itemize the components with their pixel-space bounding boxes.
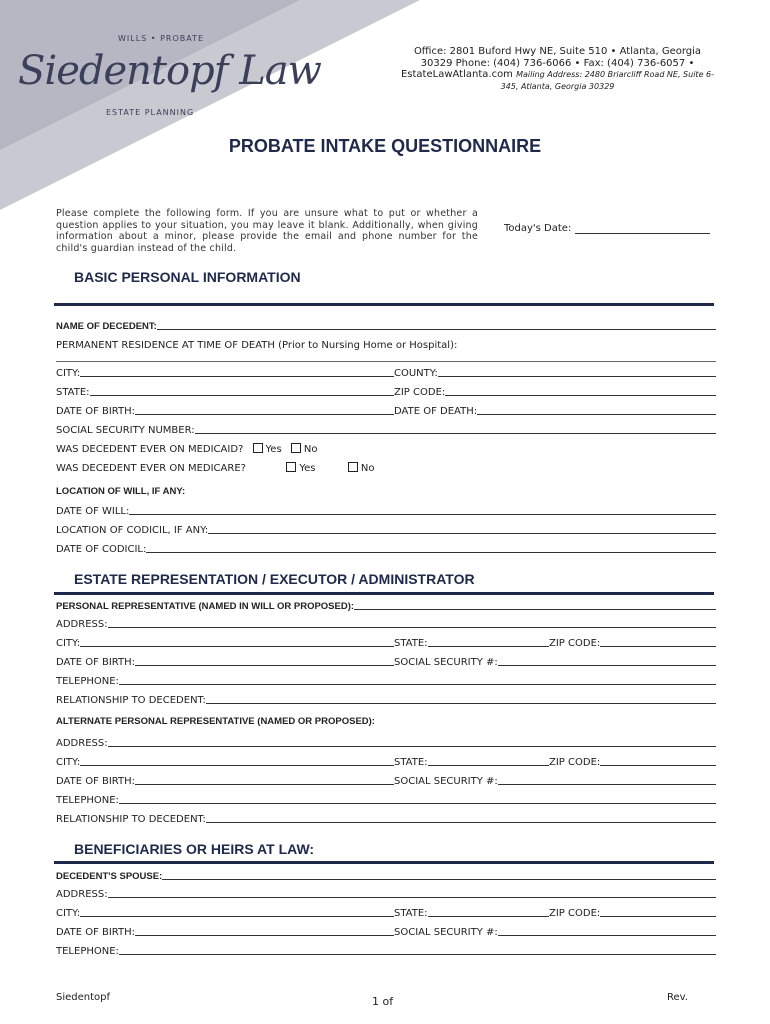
alt-telephone-label: TELEPHONE:	[56, 795, 119, 806]
ssn-label: SOCIAL SECURITY NUMBER:	[56, 425, 195, 436]
city-county-row[interactable]	[56, 365, 716, 379]
permanent-residence-label: PERMANENT RESIDENCE AT TIME OF DEATH (Prior to Nursing Home or Hospital):	[56, 340, 458, 351]
city-label: CITY:	[56, 368, 81, 379]
todays-date-label: Today's Date:	[504, 223, 572, 234]
spouse-city-label: CITY:	[56, 908, 81, 919]
logo-top-text: WILLS • PROBATE	[118, 34, 205, 43]
rep-telephone-field[interactable]	[56, 673, 716, 687]
logo-bottom-text: ESTATE PLANNING	[106, 108, 195, 117]
dob-label: DATE OF BIRTH:	[56, 406, 136, 417]
alt-city-state-zip-row[interactable]	[56, 754, 716, 768]
name-of-decedent-field[interactable]	[56, 318, 716, 332]
medicaid-yes-checkbox[interactable]	[253, 443, 263, 453]
rep-ssn-label: SOCIAL SECURITY #:	[394, 657, 498, 668]
medicare-label: WAS DECEDENT EVER ON MEDICARE?	[56, 463, 246, 474]
county-label: COUNTY:	[394, 368, 438, 379]
spouse-label: DECEDENT'S SPOUSE:	[56, 871, 163, 882]
medicaid-question	[56, 443, 317, 455]
location-codicil-field[interactable]	[56, 522, 716, 536]
spouse-telephone-field[interactable]	[56, 943, 716, 957]
spouse-city-state-zip-row[interactable]	[56, 905, 716, 919]
rep-address-label: ADDRESS:	[56, 619, 108, 630]
section-rule	[54, 592, 714, 595]
alt-zip-label: ZIP CODE:	[549, 757, 601, 768]
alt-ssn-label: SOCIAL SECURITY #:	[394, 776, 498, 787]
spouse-telephone-label: TELEPHONE:	[56, 946, 119, 957]
medicare-yes-checkbox[interactable]	[286, 462, 296, 472]
ssn-field[interactable]	[56, 422, 716, 436]
rep-relationship-label: RELATIONSHIP TO DECEDENT:	[56, 695, 206, 706]
name-of-decedent-label: NAME OF DECEDENT:	[56, 321, 157, 332]
medicaid-label: WAS DECEDENT EVER ON MEDICAID?	[56, 444, 244, 455]
rep-relationship-field[interactable]	[56, 692, 716, 706]
alt-telephone-field[interactable]	[56, 792, 716, 806]
spouse-address-label: ADDRESS:	[56, 889, 108, 900]
alt-relationship-field[interactable]	[56, 811, 716, 825]
section-estate-title: ESTATE REPRESENTATION / EXECUTOR / ADMINISTRATOR	[74, 571, 475, 587]
alt-dob-label: DATE OF BIRTH:	[56, 776, 136, 787]
section-basic-title: BASIC PERSONAL INFORMATION	[74, 269, 301, 285]
location-will-label: LOCATION OF WILL, IF ANY:	[56, 486, 186, 497]
rep-state-label: STATE:	[394, 638, 428, 649]
state-zip-row[interactable]	[56, 384, 716, 398]
alt-address-label: ADDRESS:	[56, 738, 108, 749]
alt-city-label: CITY:	[56, 757, 81, 768]
dod-label: DATE OF DEATH:	[394, 406, 478, 417]
medicare-question	[56, 462, 374, 474]
rep-city-label: CITY:	[56, 638, 81, 649]
rep-city-state-zip-row[interactable]	[56, 635, 716, 649]
rep-dob-label: DATE OF BIRTH:	[56, 657, 136, 668]
footer-left: Siedentopf	[56, 992, 111, 1003]
date-will-label: DATE OF WILL:	[56, 506, 130, 517]
section-beneficiaries-title: BENEFICIARIES OR HEIRS AT LAW:	[74, 841, 315, 857]
company-logo	[18, 30, 321, 130]
alt-address-field[interactable]	[56, 735, 716, 749]
zip-label: ZIP CODE:	[394, 387, 446, 398]
rep-address-field[interactable]	[56, 616, 716, 630]
date-codicil-label: DATE OF CODICIL:	[56, 544, 147, 555]
intro-text: Please complete the following form. If you are unsure what to put or whether a question applies to your situation, you may leave it blank. Additionally, when giving information about a minor, please provide the email and phone number for the child's guardian instead of the child.	[56, 208, 478, 254]
dob-dod-row[interactable]	[56, 403, 716, 417]
footer-revision: Rev.	[667, 992, 688, 1003]
spouse-dob-label: DATE OF BIRTH:	[56, 927, 136, 938]
page-number: 1 of	[372, 995, 394, 1008]
page-title: PROBATE INTAKE QUESTIONNAIRE	[228, 136, 542, 156]
medicaid-yes-label: Yes	[265, 444, 282, 455]
location-codicil-label: LOCATION OF CODICIL, IF ANY:	[56, 525, 209, 536]
state-label: STATE:	[56, 387, 90, 398]
rep-zip-label: ZIP CODE:	[549, 638, 601, 649]
rep-dob-ssn-row[interactable]	[56, 654, 716, 668]
spouse-zip-label: ZIP CODE:	[549, 908, 601, 919]
address-line-1: Office: 2801 Buford Hwy NE, Suite 510 • Atlanta, Georgia	[413, 46, 702, 57]
address-line-3: EstateLawAtlanta.com	[400, 69, 513, 80]
medicaid-no-checkbox[interactable]	[291, 443, 301, 453]
alt-state-label: STATE:	[394, 757, 428, 768]
mailing-address: Mailing Address: 2480 Briarcliff Road NE, Suite 6-345, Atlanta, Georgia 30329	[500, 70, 715, 91]
personal-rep-label: PERSONAL REPRESENTATIVE (NAMED IN WILL OR PROPOSED):	[56, 601, 355, 612]
todays-date-field[interactable]	[504, 223, 710, 234]
residence-line[interactable]	[56, 361, 716, 362]
alt-rep-label: ALTERNATE PERSONAL REPRESENTATIVE (NAMED OR PROPOSED):	[56, 716, 375, 727]
medicare-yes-label: Yes	[299, 463, 316, 474]
spouse-state-label: STATE:	[394, 908, 428, 919]
alt-relationship-label: RELATIONSHIP TO DECEDENT:	[56, 814, 206, 825]
spouse-address-field[interactable]	[56, 886, 716, 900]
rep-telephone-label: TELEPHONE:	[56, 676, 119, 687]
personal-rep-field[interactable]	[56, 598, 716, 612]
date-will-field[interactable]	[56, 503, 716, 517]
medicaid-no-label: No	[303, 444, 318, 455]
address-line-2: 30329 Phone: (404) 736-6066 • Fax: (404) 736-6057 •	[420, 57, 695, 69]
logo-brand-text: Siedentopf Law	[18, 48, 321, 94]
spouse-field[interactable]	[56, 868, 716, 882]
date-codicil-field[interactable]	[56, 541, 716, 555]
spouse-dob-ssn-row[interactable]	[56, 924, 716, 938]
spouse-ssn-label: SOCIAL SECURITY #:	[394, 927, 498, 938]
section-rule	[54, 303, 714, 306]
alt-dob-ssn-row[interactable]	[56, 773, 716, 787]
medicare-no-checkbox[interactable]	[348, 462, 358, 472]
medicare-no-label: No	[360, 463, 375, 474]
section-rule	[54, 861, 714, 864]
office-address	[395, 46, 720, 92]
